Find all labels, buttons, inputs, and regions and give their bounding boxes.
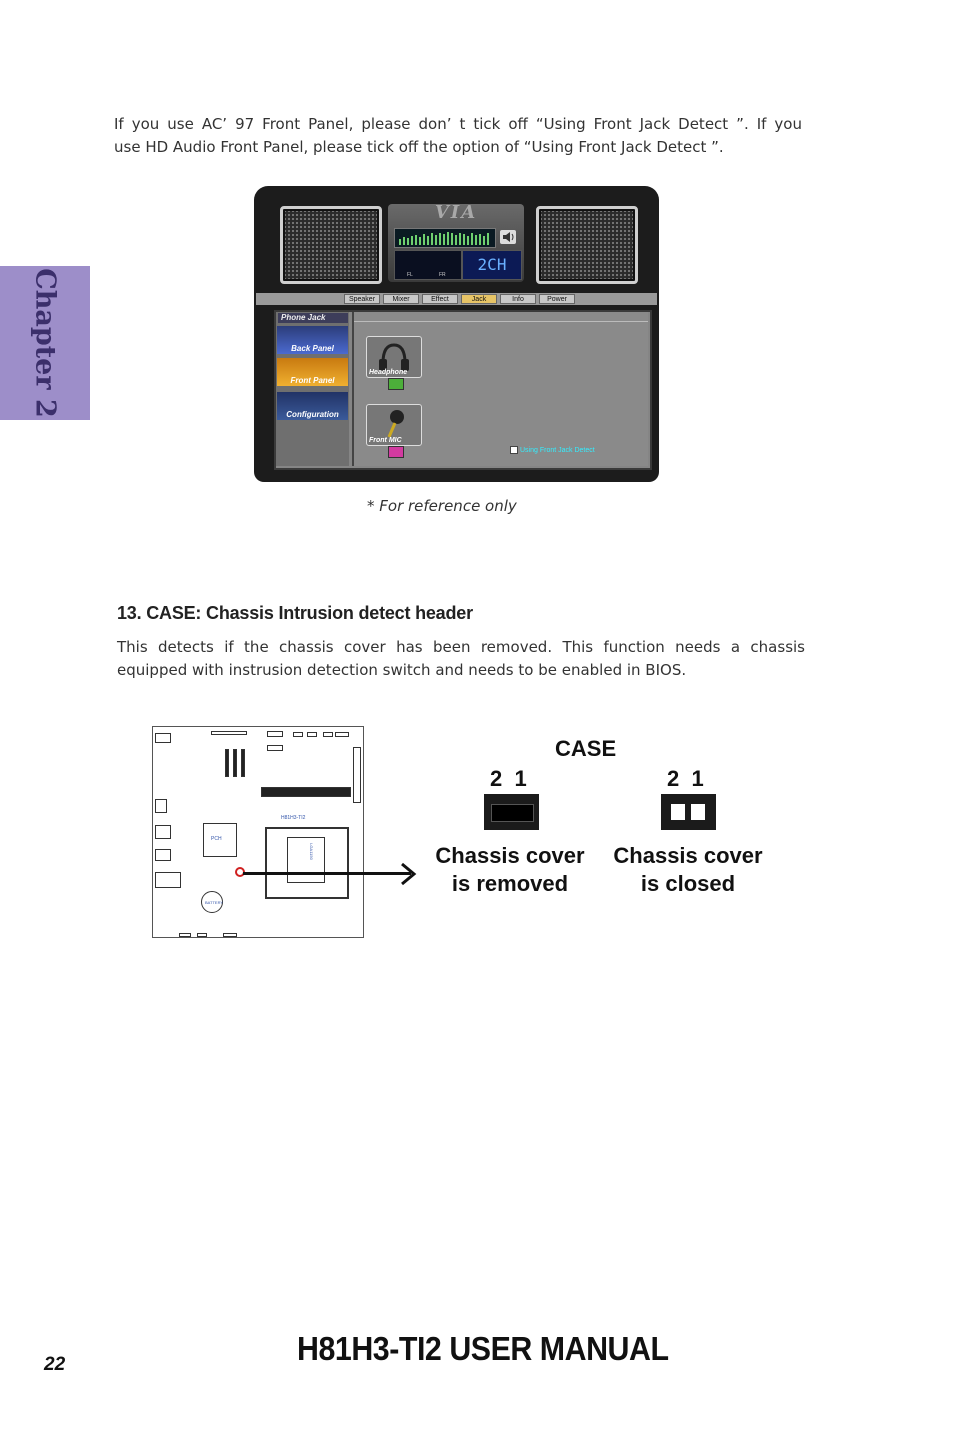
audio-deck-window [254, 186, 659, 482]
board-header [307, 732, 317, 737]
board-io-port [155, 825, 171, 839]
via-logo: VIA [434, 202, 478, 223]
jumper-shorted [484, 794, 539, 830]
cpu-socket [265, 827, 349, 899]
meter-label-fl: FL [407, 272, 413, 278]
section-heading: 13. CASE: Chassis Intrusion detect header [117, 603, 473, 623]
tab-mixer[interactable]: Mixer [383, 294, 419, 304]
board-header [179, 933, 191, 937]
front-mic-label: Front MIC [369, 437, 402, 444]
meter-label-fr: FR [439, 272, 446, 278]
board-header [335, 732, 349, 737]
jack-main-area [352, 312, 648, 466]
section-line-1: This detects if the chassis cover has been removed. This function needs a chassis [117, 638, 805, 656]
battery-label: BATTERY [205, 900, 224, 905]
closed-label-line-2: is closed [640, 871, 736, 896]
front-mic-plug-icon [388, 446, 404, 458]
section-line-2: equipped with instrusion detection switch and needs to be enabled in BIOS. [117, 661, 687, 679]
intro-paragraph [114, 113, 802, 159]
board-header [223, 933, 237, 937]
board-io-port [155, 799, 167, 813]
board-sata [267, 731, 283, 737]
tab-jack[interactable]: Jack [461, 294, 497, 304]
page-number: 22 [44, 1354, 66, 1375]
pin-numbers-removed: 2 1 [490, 766, 527, 791]
jumper-open [661, 794, 716, 830]
configuration-button[interactable]: Configuration [277, 392, 348, 420]
chapter-tab-label: Chapter 2 [29, 268, 61, 418]
headphone-label: Headphone [369, 369, 408, 376]
reference-caption: * For reference only [367, 497, 517, 515]
jack-content-area [274, 310, 652, 470]
right-speaker-grille [536, 206, 638, 284]
battery [201, 891, 223, 913]
tab-speaker[interactable]: Speaker [344, 294, 380, 304]
headphone-plug-icon [388, 378, 404, 390]
audio-tab-bar [256, 293, 657, 305]
speaker-volume-icon[interactable] [500, 230, 516, 244]
left-speaker-grille [280, 206, 382, 284]
sidebar-header: Phone Jack [278, 313, 348, 323]
channel-display [394, 250, 462, 280]
section-paragraph [117, 636, 805, 682]
board-header [211, 731, 247, 735]
board-io-port [155, 849, 171, 861]
socket-label: LGA1150 [308, 843, 314, 860]
motherboard-diagram [152, 726, 364, 938]
tab-info[interactable]: Info [500, 294, 536, 304]
front-panel-button[interactable]: Front Panel [277, 358, 348, 386]
front-jack-detect-label: Using Front Jack Detect [520, 446, 595, 454]
pointer-arrow-head [398, 862, 418, 886]
board-header [323, 732, 333, 737]
pch-chip [203, 823, 237, 857]
front-jack-detect-option[interactable] [510, 446, 595, 454]
board-edge-connector [353, 747, 361, 803]
case-title: CASE [555, 736, 617, 761]
pointer-arrow-line [243, 872, 411, 875]
board-model-label: H81H3-TI2 [281, 815, 306, 821]
intro-line-1: If you use AC’ 97 Front Panel, please don’ t tick off “Using Front Jack Detect ”. If you [114, 115, 802, 133]
closed-label-line-1: Chassis cover [613, 843, 763, 868]
front-mic-jack[interactable] [366, 404, 422, 446]
board-io-port [155, 872, 181, 888]
removed-label [420, 842, 600, 898]
board-memory-slot [225, 749, 229, 777]
level-meter [394, 228, 496, 248]
board-memory-slot [233, 749, 237, 777]
intro-line-2: use HD Audio Front Panel, please tick off the option of “Using Front Jack Detect ”. [114, 138, 724, 156]
front-jack-detect-checkbox[interactable] [510, 446, 518, 454]
pch-label: PCH [211, 836, 222, 842]
headphone-jack[interactable] [366, 336, 422, 378]
removed-label-line-2: is removed [451, 871, 569, 896]
tab-power[interactable]: Power [539, 294, 575, 304]
board-pcie-slot [261, 787, 351, 797]
board-connector [155, 733, 171, 743]
chapter-tab [0, 266, 90, 420]
phone-jack-sidebar [276, 312, 349, 466]
board-header [293, 732, 303, 737]
manual-title: H81H3-TI2 USER MANUAL [297, 1330, 669, 1367]
board-header [197, 933, 207, 937]
pin-numbers-closed: 2 1 [667, 766, 704, 791]
tab-effect[interactable]: Effect [422, 294, 458, 304]
channel-count-lcd: 2CH [462, 250, 522, 280]
removed-label-line-1: Chassis cover [435, 843, 585, 868]
closed-label [598, 842, 778, 898]
audio-display-panel [388, 204, 524, 282]
back-panel-button[interactable]: Back Panel [277, 326, 348, 354]
board-sata [267, 745, 283, 751]
board-memory-slot [241, 749, 245, 777]
